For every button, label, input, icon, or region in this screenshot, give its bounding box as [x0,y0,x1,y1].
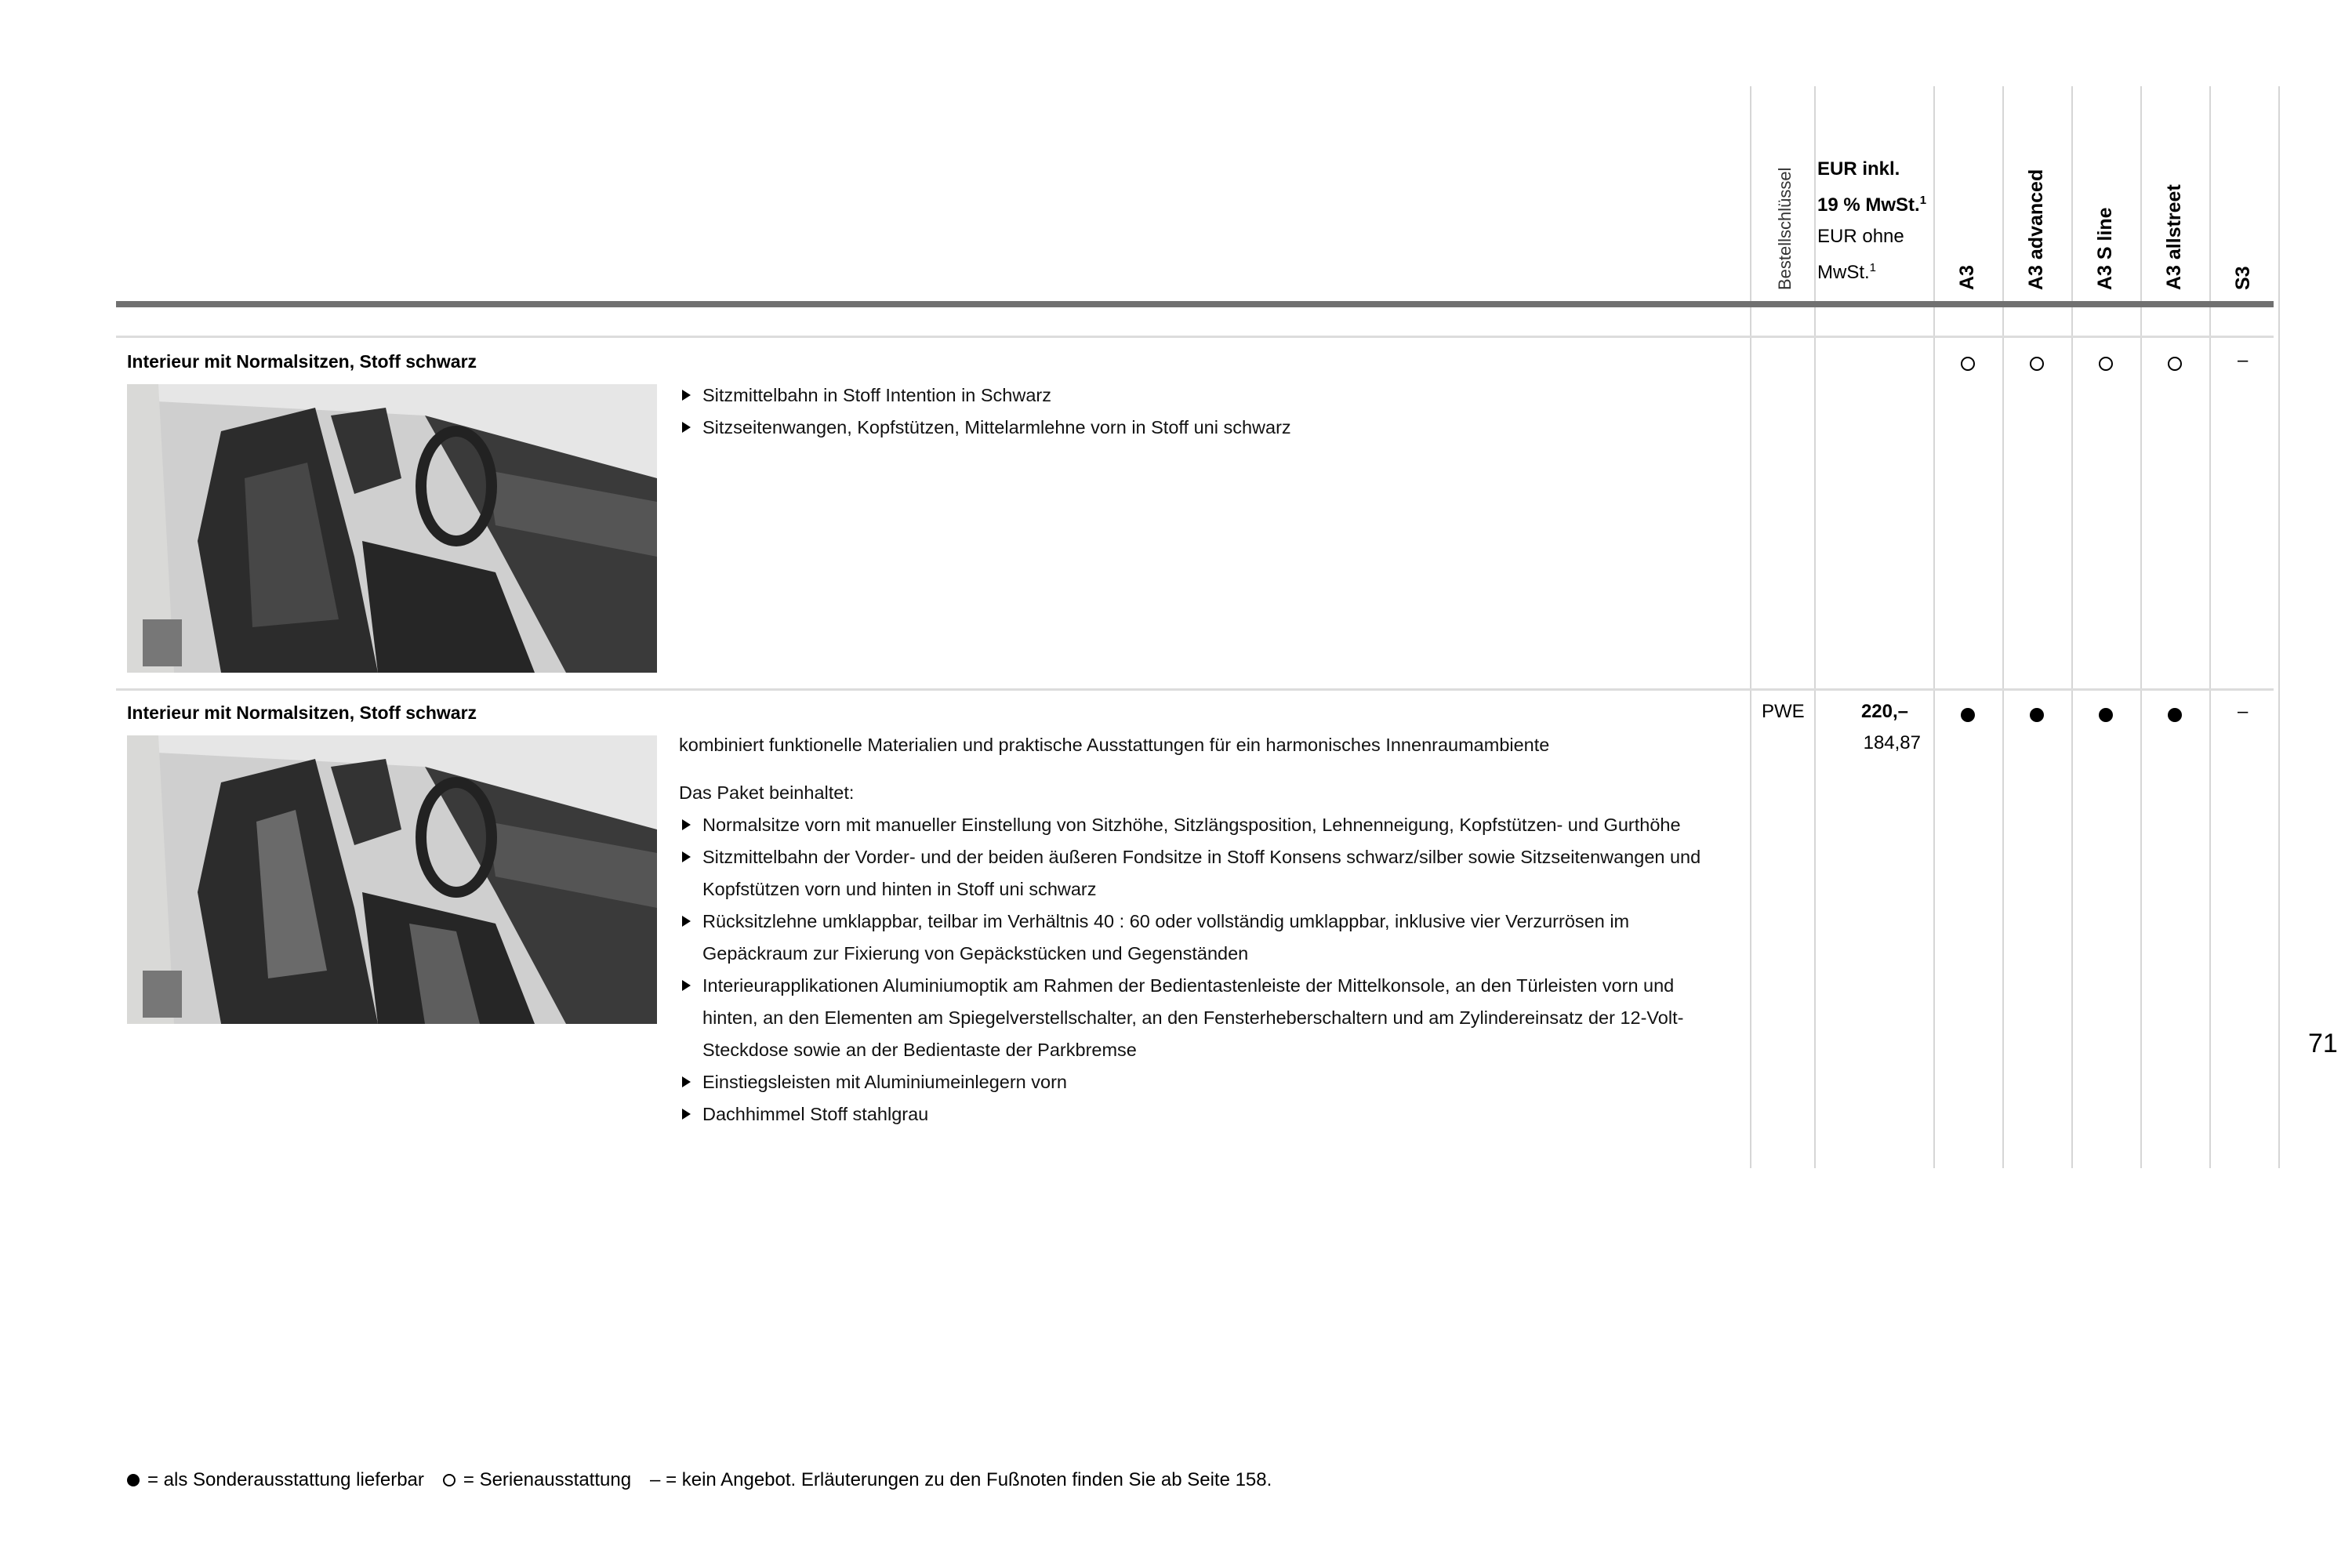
list-item: Dachhimmel Stoff stahlgrau [679,1098,1722,1131]
header-price-excl-tax: MwSt.$^1$ [1817,261,1877,283]
order-key: PWE [1762,701,1805,722]
row-separator [116,688,2274,691]
price-excl-vat: 184,87 [1863,732,1921,753]
header-price [1817,154,1935,289]
price-incl-vat: 220,– [1860,701,1908,722]
not-available-marker: – [2238,350,2249,371]
list-item: Rücksitzlehne umklappbar, teilbar im Verhältnis 40 : 60 oder vollständig umklappbar, inklusive vier Verzurrösen im Gepäckraum zur Fixierung von Gepäckstücken und Gegenständen [679,906,1722,970]
row-separator [116,336,2274,338]
header-price-excl-label: EUR ohne [1817,226,1904,247]
column-divider [2002,86,2004,1168]
header-model-a3-s-line: A3 S line [2094,207,2116,290]
header-rule [116,301,2274,307]
optional-equipment-marker [1961,708,1975,722]
list-item: Sitzmittelbahn in Stoff Intention in Schwarz [679,379,1722,412]
optional-equipment-marker [2099,708,2113,722]
header-price-incl-label: EUR inkl. [1817,158,1900,180]
filled-dot-icon [127,1474,140,1486]
legend-none: – = kein Angebot. Erläuterungen zu den Fußnoten finden Sie ab Seite 158. [650,1469,1272,1490]
column-divider [2140,86,2142,1168]
standard-equipment-marker [2168,357,2182,371]
header-model-a3-allstreet: A3 allstreet [2163,184,2185,290]
header-price-incl-tax: 19 % MwSt.$^1$ [1817,194,1927,216]
column-divider [1814,86,1816,1168]
header-order-key [1750,86,1819,290]
not-available-marker: – [2238,701,2249,722]
list-item: Einstiegsleisten mit Aluminiumeinlegern vorn [679,1066,1722,1098]
column-divider [2209,86,2211,1168]
legend [127,1469,1272,1491]
standard-equipment-marker [2099,357,2113,371]
column-divider [1933,86,1935,1168]
car-interior-photo [127,384,657,673]
header-model-s3: S3 [2232,266,2254,290]
row-2-title: Interieur mit Normalsitzen, Stoff schwarz [127,702,477,723]
header-order-key-label: Bestellschlüssel [1775,167,1795,290]
row-1-title: Interieur mit Normalsitzen, Stoff schwarz [127,351,477,372]
legend-standard: = Serienausstattung [463,1469,632,1490]
standard-equipment-marker [1961,357,1975,371]
car-interior-photo [127,735,657,1024]
legend-optional: = als Sonderausstattung lieferbar [147,1469,424,1490]
header-model-a3: A3 [1956,265,1978,290]
package-heading: Das Paket beinhaltet: [679,782,855,803]
page-number: 71 [2308,1029,2338,1058]
optional-equipment-marker [2168,708,2182,722]
column-divider [1750,86,1751,1168]
row-2-description [679,729,1722,1131]
column-divider [2278,86,2280,1168]
header-model-a3-advanced: A3 advanced [2025,169,2047,290]
column-divider [2071,86,2073,1168]
optional-equipment-marker [2030,708,2044,722]
list-item: Normalsitze vorn mit manueller Einstellung von Sitzhöhe, Sitzlängsposition, Lehnenneigung, Kopfstützen- und Gurthöhe [679,809,1722,841]
list-item: Sitzseitenwangen, Kopfstützen, Mittelarmlehne vorn in Stoff uni schwarz [679,412,1722,444]
open-circle-icon [443,1474,456,1486]
row-1-description [679,379,1722,444]
package-intro: kombiniert funktionelle Materialien und praktische Ausstattungen für ein harmonisches Innenraumambiente [679,735,1550,755]
list-item: Sitzmittelbahn der Vorder- und der beiden äußeren Fondsitze in Stoff Konsens schwarz/silber sowie Sitzseitenwangen und Kopfstützen vorn und hinten in Stoff uni schwarz [679,841,1722,906]
standard-equipment-marker [2030,357,2044,371]
list-item: Interieurapplikationen Aluminiumoptik am Rahmen der Bedientastenleiste der Mittelkonsole, an den Türleisten vorn und hinten, an den Elementen am Spiegelverstellschalter, an den Fensterheberschaltern und am Zylindereinsatz der 12-Volt-Steckdose sowie an der Bedientaste der Parkbremse [679,970,1722,1066]
